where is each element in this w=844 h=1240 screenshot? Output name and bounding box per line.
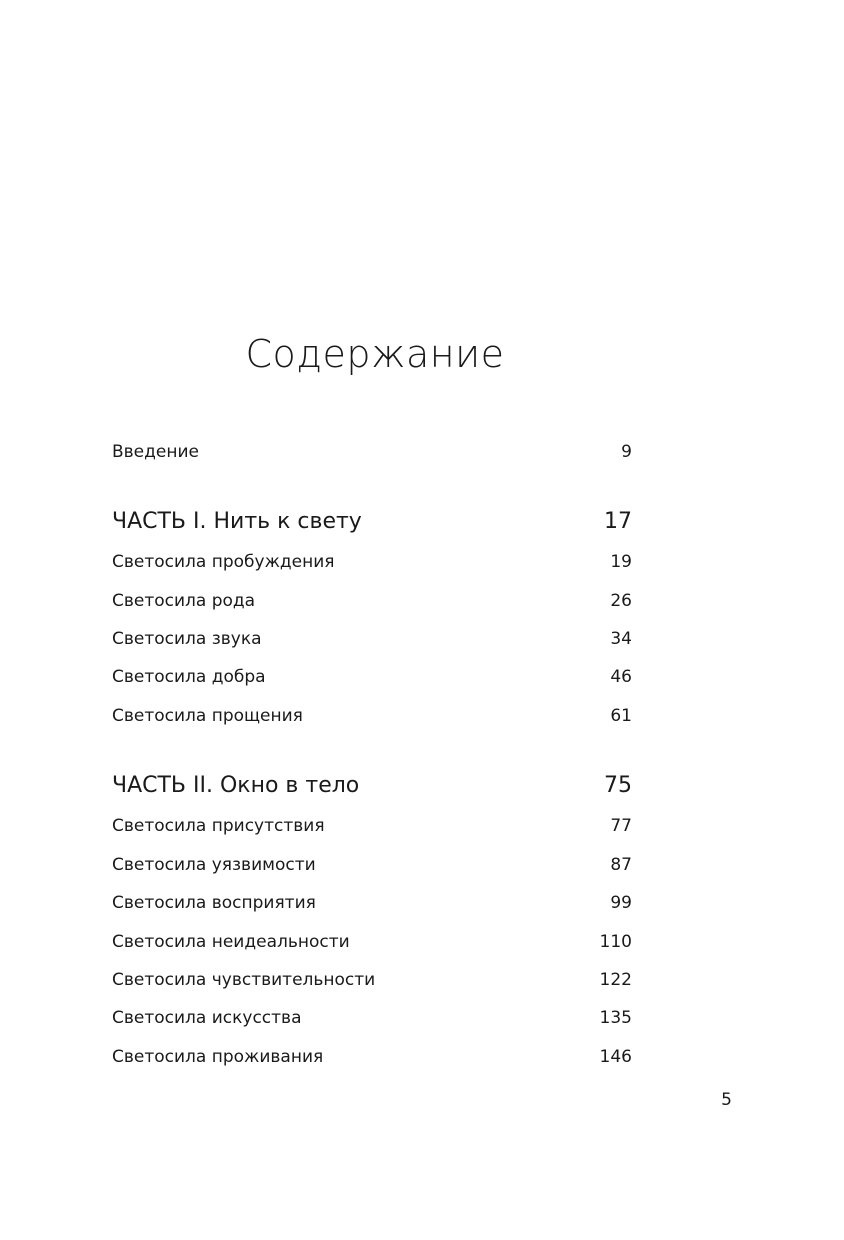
toc-part-1-heading[interactable] [112,508,632,536]
toc-entry-label: Светосила рода [112,591,256,611]
toc-entry-label: Светосила прощения [112,706,303,726]
toc-entry[interactable] [112,1007,632,1029]
toc-entry[interactable] [112,551,632,573]
toc-entry-label: Светосила пробуждения [112,552,335,572]
toc-entry-label: Светосила восприятия [112,893,316,913]
toc-entry-label: Светосила присутствия [112,816,325,836]
toc-entry[interactable] [112,931,632,953]
toc-entry-page: 122 [599,970,632,990]
toc-entry-page: 34 [610,629,632,649]
toc-part-page: 75 [604,773,632,798]
toc-entry-label: Светосила неидеальности [112,932,350,952]
toc-entry[interactable] [112,892,632,914]
toc-entry[interactable] [112,815,632,837]
toc-entry[interactable] [112,1046,632,1068]
toc-entry-page: 19 [610,552,632,572]
toc-entry-label: Светосила искусства [112,1008,302,1028]
toc-entry[interactable] [112,590,632,612]
page-title: Содержание [245,332,505,376]
toc-entry[interactable] [112,705,632,727]
toc-entry-label: Светосила уязвимости [112,855,316,875]
toc-entry-page: 77 [610,816,632,836]
toc-entry-page: 146 [599,1047,632,1067]
toc-entry-intro[interactable] [112,441,632,463]
toc-entry-page: 99 [610,893,632,913]
toc-entry-label: Светосила чувствительности [112,970,376,990]
toc-entry-label: Введение [112,442,199,462]
toc-entry-label: Светосила добра [112,667,266,687]
toc-entry-page: 87 [610,855,632,875]
toc-entry[interactable] [112,969,632,991]
toc-entry[interactable] [112,666,632,688]
toc-entry-page: 9 [621,442,632,462]
toc-entry-page: 110 [599,932,632,952]
toc-entry[interactable] [112,628,632,650]
toc-entry-label: Светосила проживания [112,1047,324,1067]
toc-entry-page: 135 [599,1008,632,1028]
toc-entry-page: 46 [610,667,632,687]
toc-part-label: ЧАСТЬ I. Нить к свету [112,509,362,534]
toc-part-page: 17 [604,509,632,534]
toc-entry-page: 61 [610,706,632,726]
toc-entry[interactable] [112,854,632,876]
page-number: 5 [721,1090,732,1110]
toc-entry-page: 26 [610,591,632,611]
toc-entry-label: Светосила звука [112,629,262,649]
toc-part-2-heading[interactable] [112,772,632,800]
toc-part-label: ЧАСТЬ II. Окно в тело [112,773,360,798]
